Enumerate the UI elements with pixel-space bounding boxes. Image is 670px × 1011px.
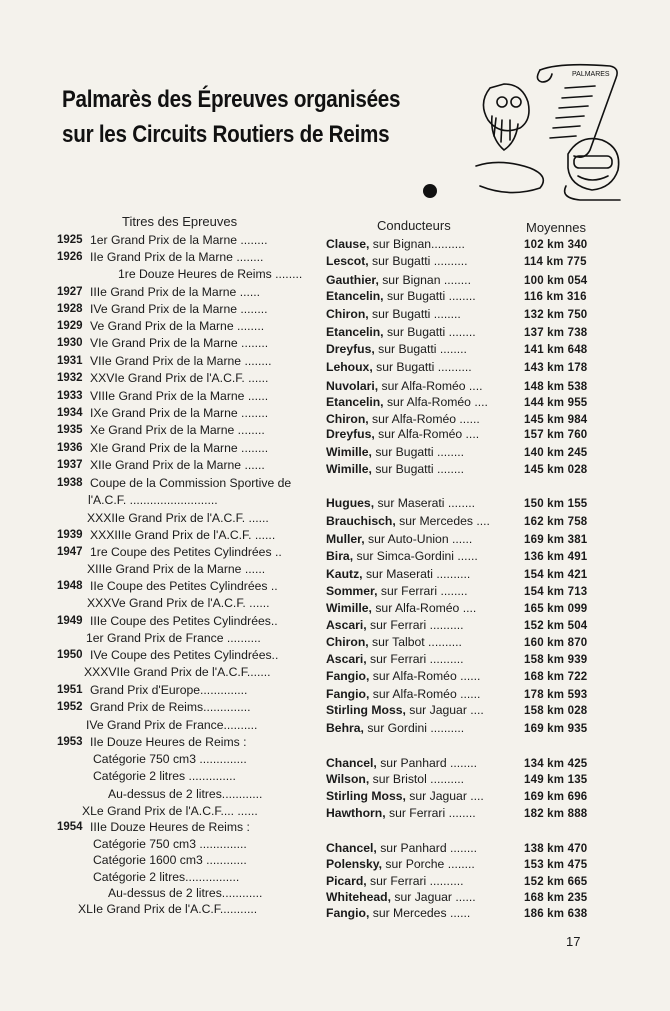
row-year: 1930	[57, 337, 83, 349]
page-title	[62, 82, 406, 152]
row-event: 1er Grand Prix de la Marne ........	[90, 233, 268, 247]
row-car: sur Jaguar ......	[391, 890, 476, 904]
row-car: sur Bugatti ........	[383, 289, 476, 303]
row-speed: 141 km 648	[524, 344, 588, 356]
row-year: 1934	[57, 407, 83, 419]
row-speed: 152 km 665	[524, 876, 588, 888]
row-speed: 160 km 870	[524, 637, 588, 649]
row-driver-cell	[326, 289, 476, 304]
row-year: 1938	[57, 477, 83, 489]
row-driver-cell	[326, 584, 468, 599]
row-driver-cell	[326, 669, 480, 684]
row-car: sur Simca-Gordini ......	[353, 549, 478, 563]
row-speed: 132 km 750	[524, 309, 588, 321]
row-event: Grand Prix de Reims..............	[90, 700, 251, 714]
row-car: sur Ferrari ........	[377, 584, 468, 598]
cartoon-illustration	[470, 58, 630, 208]
row-event: VIIe Grand Prix de la Marne ........	[90, 354, 272, 368]
row-event: XXXVe Grand Prix de l'A.C.F. ......	[87, 596, 270, 610]
row-car: sur Panhard ........	[376, 841, 478, 855]
row-event: XXXVIIe Grand Prix de l'A.C.F.......	[84, 665, 271, 679]
row-speed: 168 km 722	[524, 671, 588, 683]
row-car: sur Alfa-Roméo ......	[369, 669, 481, 683]
row-driver-cell	[326, 496, 475, 511]
row-car: sur Bignan..........	[369, 237, 465, 251]
row-driver-cell	[326, 532, 472, 547]
bullet-dot	[423, 184, 437, 198]
row-event: Au-dessus de 2 litres............	[108, 787, 263, 801]
row-car: sur Bristol ..........	[369, 772, 465, 786]
row-driver: Dreyfus,	[326, 342, 375, 356]
row-speed: 154 km 713	[524, 586, 588, 598]
header-conducteurs: Conducteurs	[377, 218, 451, 233]
row-driver-cell	[326, 567, 470, 582]
row-driver-cell	[326, 652, 464, 667]
row-driver: Hugues,	[326, 496, 375, 510]
row-speed: 169 km 696	[524, 791, 588, 803]
row-driver-cell	[326, 687, 480, 702]
row-event: XIIIe Grand Prix de la Marne ......	[87, 562, 266, 576]
row-year: 1927	[57, 286, 83, 298]
row-speed: 102 km 340	[524, 239, 588, 251]
row-driver-cell	[326, 756, 477, 771]
row-car: sur Bugatti ..........	[368, 254, 468, 268]
row-driver-cell	[326, 325, 476, 340]
row-speed: 168 km 235	[524, 892, 588, 904]
row-driver: Fangio,	[326, 687, 370, 701]
row-event: XIe Grand Prix de la Marne ........	[90, 441, 269, 455]
title-line-1: Palmarès des Épreuves organisées	[62, 86, 401, 113]
row-event: XXXIIe Grand Prix de l'A.C.F. ......	[87, 511, 269, 525]
row-speed: 140 km 245	[524, 447, 588, 459]
row-event: IIIe Grand Prix de la Marne ......	[90, 285, 261, 299]
row-driver: Chancel,	[326, 841, 377, 855]
row-driver: Picard,	[326, 874, 367, 888]
row-driver: Etancelin,	[326, 395, 384, 409]
row-speed: 149 km 135	[524, 774, 588, 786]
row-driver: Nuvolari,	[326, 379, 379, 393]
row-driver-cell	[326, 635, 462, 650]
row-year: 1954	[57, 821, 83, 833]
row-driver-cell	[326, 254, 468, 269]
row-driver-cell	[326, 237, 465, 252]
header-titres: Titres des Epreuves	[122, 214, 238, 229]
row-speed: 145 km 028	[524, 464, 588, 476]
row-speed: 169 km 935	[524, 723, 588, 735]
row-driver-cell	[326, 273, 471, 288]
row-year: 1949	[57, 615, 83, 627]
row-event: 1re Coupe des Petites Cylindrées ..	[90, 545, 282, 559]
row-car: sur Alfa-Roméo ....	[371, 601, 477, 615]
cartoon-scroll-label: PALMARES	[572, 71, 610, 78]
row-driver-cell	[326, 412, 480, 427]
row-car: sur Bignan ........	[378, 273, 471, 287]
row-event: XLIe Grand Prix de l'A.C.F...........	[78, 902, 258, 916]
row-car: sur Bugatti ..........	[372, 360, 472, 374]
row-speed: 182 km 888	[524, 808, 588, 820]
row-event: 1er Grand Prix de France ..........	[86, 631, 261, 645]
row-driver: Chiron,	[326, 635, 369, 649]
row-event: Catégorie 2 litres ..............	[93, 769, 236, 783]
row-driver-cell	[326, 772, 464, 787]
row-event: IIIe Coupe des Petites Cylindrées..	[90, 614, 278, 628]
row-driver-cell	[326, 395, 488, 410]
row-driver: Dreyfus,	[326, 427, 375, 441]
row-driver: Gauthier,	[326, 273, 379, 287]
row-driver: Whitehead,	[326, 890, 392, 904]
row-speed: 138 km 470	[524, 843, 588, 855]
row-year: 1952	[57, 701, 83, 713]
page-number: 17	[566, 934, 581, 949]
row-car: sur Alfa-Roméo ....	[374, 427, 480, 441]
row-driver: Brauchisch,	[326, 514, 396, 528]
row-driver: Stirling Moss,	[326, 789, 406, 803]
row-car: sur Jaguar ....	[405, 703, 484, 717]
row-car: sur Talbot ..........	[368, 635, 462, 649]
row-car: sur Ferrari ..........	[366, 874, 464, 888]
row-year: 1951	[57, 684, 83, 696]
row-event: Catégorie 750 cm3 ..............	[93, 837, 247, 851]
row-speed: 134 km 425	[524, 758, 588, 770]
row-speed: 158 km 939	[524, 654, 588, 666]
row-speed: 169 km 381	[524, 534, 588, 546]
row-driver: Clause,	[326, 237, 370, 251]
row-car: sur Alfa-Roméo ......	[369, 687, 481, 701]
row-driver: Wimille,	[326, 601, 372, 615]
row-driver: Ascari,	[326, 618, 367, 632]
row-speed: 100 km 054	[524, 275, 588, 287]
row-driver: Bira,	[326, 549, 354, 563]
row-driver: Stirling Moss,	[326, 703, 406, 717]
row-event: IIe Douze Heures de Reims :	[90, 735, 247, 749]
row-driver: Wimille,	[326, 445, 372, 459]
row-event: Catégorie 2 litres................	[93, 870, 240, 884]
row-driver: Ascari,	[326, 652, 367, 666]
row-car: sur Bugatti ........	[383, 325, 476, 339]
row-driver: Kautz,	[326, 567, 363, 581]
row-event: Au-dessus de 2 litres............	[108, 886, 263, 900]
row-year: 1925	[57, 234, 83, 246]
row-speed: 136 km 491	[524, 551, 588, 563]
row-driver-cell	[326, 618, 464, 633]
row-driver: Chancel,	[326, 756, 377, 770]
row-driver-cell	[326, 841, 477, 856]
row-car: sur Ferrari ..........	[366, 652, 464, 666]
row-event: Grand Prix d'Europe..............	[90, 683, 248, 697]
row-speed: 114 km 775	[524, 256, 587, 268]
row-driver: Behra,	[326, 721, 364, 735]
row-driver: Etancelin,	[326, 325, 384, 339]
row-event: Ve Grand Prix de la Marne ........	[90, 319, 265, 333]
row-driver-cell	[326, 342, 467, 357]
row-event: XXXIIIe Grand Prix de l'A.C.F. ......	[90, 528, 276, 542]
row-event: VIIIe Grand Prix de la Marne ......	[90, 389, 269, 403]
row-car: sur Alfa-Roméo ....	[383, 395, 488, 409]
row-year: 1931	[57, 355, 83, 367]
row-event: IIIe Douze Heures de Reims :	[90, 820, 250, 834]
row-speed: 137 km 738	[524, 327, 588, 339]
row-car: sur Alfa-Roméo ......	[368, 412, 480, 426]
row-driver-cell	[326, 703, 484, 718]
row-speed: 154 km 421	[524, 569, 588, 581]
row-speed: 148 km 538	[524, 381, 588, 393]
row-driver: Etancelin,	[326, 289, 384, 303]
row-year: 1935	[57, 424, 83, 436]
row-car: sur Gordini ..........	[363, 721, 465, 735]
row-driver-cell	[326, 427, 479, 442]
row-driver: Chiron,	[326, 307, 369, 321]
row-driver: Lescot,	[326, 254, 369, 268]
row-car: sur Mercedes ......	[369, 906, 471, 920]
row-driver: Hawthorn,	[326, 806, 386, 820]
row-event: IVe Grand Prix de la Marne ........	[90, 302, 268, 316]
row-speed: 157 km 760	[524, 429, 588, 441]
row-driver: Lehoux,	[326, 360, 373, 374]
row-event: VIe Grand Prix de la Marne ........	[90, 336, 269, 350]
row-speed: 116 km 316	[524, 291, 587, 303]
row-car: sur Bugatti ........	[371, 462, 465, 476]
row-driver: Sommer,	[326, 584, 378, 598]
row-year: 1929	[57, 320, 83, 332]
row-driver-cell	[326, 549, 478, 564]
row-driver-cell	[326, 379, 482, 394]
row-car: sur Porche ........	[382, 857, 475, 871]
row-car: sur Ferrari ........	[385, 806, 476, 820]
row-driver: Wimille,	[326, 462, 372, 476]
row-car: sur Bugatti ........	[368, 307, 461, 321]
row-year: 1932	[57, 372, 83, 384]
row-car: sur Bugatti ........	[374, 342, 467, 356]
row-speed: 186 km 638	[524, 908, 588, 920]
row-driver-cell	[326, 462, 464, 477]
row-speed: 153 km 475	[524, 859, 588, 871]
row-car: sur Auto-Union ......	[364, 532, 473, 546]
row-car: sur Mercedes ....	[395, 514, 490, 528]
row-driver-cell	[326, 514, 490, 529]
row-event: IVe Grand Prix de France..........	[86, 718, 258, 732]
row-driver-cell	[326, 806, 476, 821]
row-speed: 144 km 955	[524, 397, 588, 409]
row-speed: 145 km 984	[524, 414, 588, 426]
row-year: 1928	[57, 303, 83, 315]
row-driver-cell	[326, 445, 464, 460]
row-event: XLe Grand Prix de l'A.C.F.... ......	[82, 804, 258, 818]
row-driver-cell	[326, 857, 475, 872]
row-driver-cell	[326, 307, 461, 322]
row-speed: 152 km 504	[524, 620, 588, 632]
row-event: IIe Coupe des Petites Cylindrées ..	[90, 579, 278, 593]
row-year: 1948	[57, 580, 83, 592]
row-year: 1950	[57, 649, 83, 661]
row-car: sur Jaguar ....	[405, 789, 484, 803]
row-event: Catégorie 750 cm3 ..............	[93, 752, 247, 766]
row-speed: 162 km 758	[524, 516, 588, 528]
row-car: sur Maserati ..........	[362, 567, 471, 581]
row-driver: Wilson,	[326, 772, 370, 786]
row-event: IIe Grand Prix de la Marne ........	[90, 250, 264, 264]
row-driver-cell	[326, 874, 464, 889]
row-year: 1936	[57, 442, 83, 454]
row-event: IVe Coupe des Petites Cylindrées..	[90, 648, 279, 662]
row-event: IXe Grand Prix de la Marne ........	[90, 406, 269, 420]
header-moyennes: Moyennes	[526, 220, 586, 235]
row-car: sur Bugatti ........	[371, 445, 465, 459]
row-driver-cell	[326, 601, 476, 616]
row-year: 1953	[57, 736, 83, 748]
title-line-2: sur les Circuits Routiers de Reims	[62, 121, 390, 148]
row-speed: 165 km 099	[524, 603, 588, 615]
row-speed: 143 km 178	[524, 362, 588, 374]
row-speed: 150 km 155	[524, 498, 588, 510]
row-event: Coupe de la Commission Sportive de	[90, 476, 292, 490]
row-event: 1re Douze Heures de Reims ........	[118, 267, 303, 281]
row-year: 1937	[57, 459, 83, 471]
row-speed: 178 km 593	[524, 689, 588, 701]
row-driver: Polensky,	[326, 857, 382, 871]
row-driver: Muller,	[326, 532, 365, 546]
row-driver-cell	[326, 890, 476, 905]
row-driver-cell	[326, 906, 470, 921]
row-year: 1926	[57, 251, 83, 263]
row-driver-cell	[326, 789, 484, 804]
row-driver-cell	[326, 360, 472, 375]
row-event: l'A.C.F. ..........................	[88, 493, 218, 507]
row-event: Xe Grand Prix de la Marne ........	[90, 423, 265, 437]
row-driver: Fangio,	[326, 669, 370, 683]
row-car: sur Panhard ........	[376, 756, 478, 770]
row-year: 1933	[57, 390, 83, 402]
row-car: sur Ferrari ..........	[366, 618, 464, 632]
row-event: XIIe Grand Prix de la Marne ......	[90, 458, 265, 472]
row-driver: Fangio,	[326, 906, 370, 920]
row-driver: Chiron,	[326, 412, 369, 426]
row-speed: 158 km 028	[524, 705, 588, 717]
row-event: XXVIe Grand Prix de l'A.C.F. ......	[90, 371, 269, 385]
row-event: Catégorie 1600 cm3 ............	[93, 853, 247, 867]
row-driver-cell	[326, 721, 464, 736]
row-year: 1947	[57, 546, 83, 558]
row-car: sur Maserati ........	[374, 496, 475, 510]
row-year: 1939	[57, 529, 83, 541]
row-car: sur Alfa-Roméo ....	[378, 379, 483, 393]
